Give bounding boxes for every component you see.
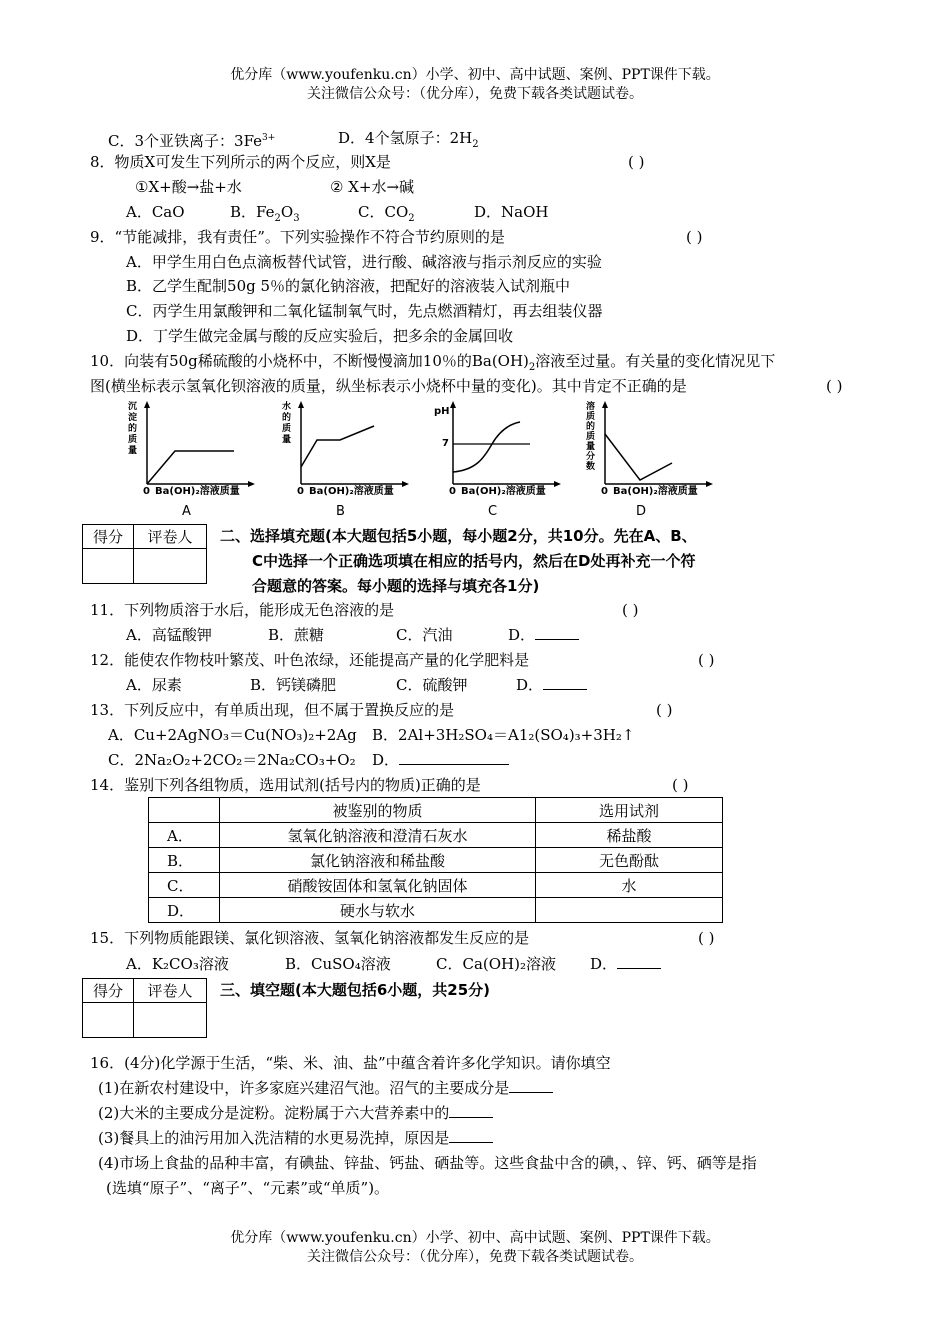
q15-option-b: B．CuSO₄溶液	[285, 955, 391, 973]
q14-row-reagent-blank[interactable]	[536, 898, 723, 923]
q14-row-reagent: 稀盐酸	[536, 823, 723, 848]
graph-c-plot	[434, 400, 564, 490]
q12-option-a: A．尿素	[126, 676, 182, 694]
q14-row-label: B．	[149, 848, 220, 873]
graph-a-x-arrow	[248, 481, 255, 487]
score-cell[interactable]	[83, 1003, 134, 1038]
q14-header-blank	[149, 798, 220, 823]
q12-answer-paren[interactable]: ( )	[698, 651, 715, 669]
q15-option-a: A．K₂CO₃溶液	[126, 955, 229, 973]
q15-stem: 15．下列物质能跟镁、氯化钡溶液、氢氧化钠溶液都发生反应的是	[90, 929, 530, 947]
q8-option-b: B．$Fe_2O_3$	[230, 203, 300, 224]
graph-a-ylabel-4: 质	[128, 435, 138, 445]
q9-option-c: C．丙学生用氯酸钾和二氧化锰制氧气时，先点燃酒精灯，再去组装仪器	[126, 302, 603, 320]
q8-answer-paren[interactable]: ( )	[628, 153, 645, 171]
q12-option-b: B．钙镁磷肥	[250, 676, 337, 694]
q9-option-a: A．甲学生用白色点滴板替代试管，进行酸、碱溶液与指示剂反应的实验	[126, 253, 602, 271]
header-line-1: 优分库（www.youfenku.cn）小学、初中、高中试题、案例、PPT课件下载。	[230, 67, 720, 83]
q8-option-a: A．CaO	[126, 203, 185, 221]
header-line-2: 关注微信公众号：（优分库），免费下载各类试题试卷。	[307, 86, 643, 102]
graph-c-origin: 0	[449, 486, 456, 497]
q7-option-d: D．4个氢原子：$2H_2$	[338, 129, 479, 150]
graph-c-letter: C	[488, 504, 498, 519]
q12-stem: 12．能使农作物枝叶繁茂、叶色浓绿，还能提高产量的化学肥料是	[90, 651, 530, 669]
q14-table-row	[149, 848, 723, 873]
q9-stem: 9．“节能减排，我有责任”。下列实验操作不符合节约原则的是	[90, 228, 505, 246]
graph-b-origin: 0	[297, 486, 304, 497]
score-header: 得分	[83, 525, 134, 549]
q11-option-b: B．蔗糖	[268, 626, 325, 644]
score-cell[interactable]	[83, 549, 134, 584]
q15-answer-paren[interactable]: ( )	[698, 929, 715, 947]
q14-table-row	[149, 823, 723, 848]
q10-graph-c	[434, 400, 564, 520]
graph-c-x-arrow	[554, 481, 561, 487]
graph-a-xlabel: Ba(OH)₂溶液质量	[155, 486, 240, 497]
q11-stem: 11．下列物质溶于水后，能形成无色溶液的是	[90, 601, 395, 619]
graph-a-letter: A	[182, 504, 191, 519]
q9-answer-paren[interactable]: ( )	[686, 228, 703, 246]
score-table-section-2	[82, 524, 207, 584]
graph-d-ylabel-6: 分	[586, 452, 596, 462]
q14-row-reagent: 水	[536, 873, 723, 898]
q8-option-d: D．NaOH	[474, 203, 549, 221]
q15-option-d-blank[interactable]	[617, 954, 661, 969]
graph-c-curve	[453, 422, 520, 472]
section-2-heading-line-2: C中选择一个正确选项填在相应的括号内，然后在D处再补充一个符	[252, 552, 696, 570]
q16-sub-1-blank[interactable]	[509, 1078, 553, 1093]
q10-graph-a	[128, 400, 258, 520]
graph-d-y-arrow	[602, 401, 608, 408]
graph-b-ylabel-2: 的	[282, 413, 292, 423]
q16-sub-4-cont: (选填“原子”、“离子”、“元素”或“单质”)。	[106, 1179, 390, 1197]
graph-d-ylabel-7: 数	[586, 462, 596, 472]
q13-stem: 13．下列反应中，有单质出现，但不属于置换反应的是	[90, 701, 455, 719]
graph-d-curve	[605, 434, 672, 480]
graph-a-y-arrow	[144, 401, 150, 408]
q16-sub-4: (4)市场上食盐的品种丰富，有碘盐、锌盐、钙盐、硒盐等。这些食盐中含的碘，、锌、钙、硒等是指	[98, 1154, 757, 1172]
graph-d-ylabel-1: 溶	[586, 402, 596, 412]
graph-a-origin: 0	[143, 486, 150, 497]
footer-line-1: 优分库（www.youfenku.cn）小学、初中、高中试题、案例、PPT课件下载。	[230, 1230, 720, 1246]
q8-reaction-1: ①X+酸→盐+水	[135, 178, 242, 196]
graph-a-ylabel-1: 沉	[128, 402, 138, 412]
q11-option-a: A．高锰酸钾	[126, 626, 212, 644]
q16-sub-3-blank[interactable]	[449, 1128, 493, 1143]
graph-a-ylabel-2: 淀	[128, 413, 138, 423]
score-table-section-3	[82, 978, 207, 1038]
q10-answer-paren[interactable]: ( )	[826, 377, 843, 395]
q8-reaction-2: ② X+水→碱	[330, 178, 415, 196]
q8-stem: 8．物质X可发生下列所示的两个反应，则X是	[90, 153, 391, 171]
graph-d-ylabel-4: 质	[586, 432, 596, 442]
footer-line-2: 关注微信公众号：（优分库），免费下载各类试题试卷。	[307, 1249, 643, 1265]
graph-c-y-arrow	[450, 401, 456, 408]
q16-sub-3: (3)餐具上的油污用加入洗洁精的水更易洗掉，原因是	[98, 1128, 493, 1148]
q12-option-c: C．硫酸钾	[396, 676, 468, 694]
q10-stem-line-1: 10．向装有50g稀硫酸的小烧杯中，不断慢慢滴加10％的$Ba(OH)_2$溶液至过量。有关量的变化情况见下	[90, 352, 776, 373]
graph-d-ylabel-5: 量	[586, 442, 596, 452]
q16-stem: 16．(4分)化学源于生活，“柴、米、油、盐”中蕴含着许多化学知识。请你填空	[90, 1054, 611, 1072]
q14-row-substances: 硝酸铵固体和氢氧化钠固体	[220, 873, 536, 898]
graph-b-plot	[282, 400, 412, 490]
q13-option-c: C．2Na₂O₂+2CO₂＝2Na₂CO₃+O₂	[108, 751, 356, 769]
graph-b-letter: B	[336, 504, 345, 519]
graph-a-plot	[128, 400, 258, 490]
section-3-heading: 三、填空题(本大题包括6小题，共25分)	[220, 981, 491, 999]
q14-row-substances: 氯化钠溶液和稀盐酸	[220, 848, 536, 873]
graph-d-ylabel-3: 的	[586, 422, 596, 432]
q14-answer-paren[interactable]: ( )	[672, 776, 689, 794]
graph-b-ylabel-1: 水	[282, 402, 292, 412]
q11-option-d: D．	[508, 625, 579, 645]
graph-b-xlabel: Ba(OH)₂溶液质量	[309, 486, 394, 497]
q14-row-label: A．	[149, 823, 220, 848]
q13-option-d: D．	[372, 750, 509, 770]
q14-row-label: C．	[149, 873, 220, 898]
q14-table	[148, 797, 723, 923]
q13-option-d-blank[interactable]	[399, 750, 509, 765]
q14-row-reagent: 无色酚酞	[536, 848, 723, 873]
graph-a-ylabel-5: 量	[128, 446, 138, 456]
graph-d-xlabel: Ba(OH)₂溶液质量	[613, 486, 698, 497]
graph-d-ylabel-2: 质	[586, 412, 596, 422]
q13-answer-paren[interactable]: ( )	[656, 701, 673, 719]
graph-d-x-arrow	[706, 481, 713, 487]
q10-graph-d	[586, 400, 716, 520]
q13-option-b: B．2Al+3H₂SO₄＝A1₂(SO₄)₃+3H₂↑	[372, 726, 635, 744]
graph-a-curve	[147, 451, 234, 484]
graph-b-ylabel-3: 质	[282, 424, 292, 434]
graph-a-ylabel-3: 的	[128, 424, 138, 434]
graph-c-tick-7: 7	[442, 438, 449, 449]
q14-table-header-row	[149, 798, 723, 823]
q16-sub-2: (2)大米的主要成分是淀粉。淀粉属于六大营养素中的	[98, 1103, 493, 1123]
grader-cell[interactable]	[134, 549, 207, 584]
section-2-heading-line-3: 合题意的答案。每小题的选择与填充各1分)	[252, 577, 540, 595]
graph-c-xlabel: Ba(OH)₂溶液质量	[461, 486, 546, 497]
q14-row-substances: 硬水与软水	[220, 898, 536, 923]
q15-option-c: C．Ca(OH)₂溶液	[436, 955, 556, 973]
q10-stem-line-2: 图(横坐标表示氢氧化钡溶液的质量，纵坐标表示小烧杯中量的变化)。其中肯定不正确的是	[90, 377, 687, 395]
graph-d-origin: 0	[601, 486, 608, 497]
q12-option-d-blank[interactable]	[543, 675, 587, 690]
q16-sub-1: (1)在新农村建设中，许多家庭兴建沼气池。沼气的主要成分是	[98, 1078, 553, 1098]
q14-row-label: D．	[149, 898, 220, 923]
graph-b-x-arrow	[402, 481, 409, 487]
q9-option-d: D．丁学生做完金属与酸的反应实验后，把多余的金属回收	[126, 327, 514, 345]
section-2-heading-line-1: 二、选择填充题(本大题包括5小题，每小题2分，共10分。先在A、B、	[220, 527, 697, 545]
graph-c-ylabel: pH	[434, 406, 450, 417]
q14-header-reagent: 选用试剂	[536, 798, 723, 823]
q14-row-substances: 氢氧化钠溶液和澄清石灰水	[220, 823, 536, 848]
q14-stem: 14．鉴别下列各组物质，选用试剂(括号内的物质)正确的是	[90, 776, 481, 794]
q9-option-b: B．乙学生配制50g 5％的氯化钠溶液，把配好的溶液装入试剂瓶中	[126, 277, 571, 295]
graph-d-letter: D	[636, 504, 647, 519]
q11-option-d-blank[interactable]	[535, 625, 579, 640]
q14-header-substances: 被鉴别的物质	[220, 798, 536, 823]
q7-option-c: C．3个亚铁离子：$3Fe^{3+}$	[108, 132, 276, 150]
q15-option-d: D．	[590, 954, 661, 974]
graph-b-y-arrow	[298, 401, 304, 408]
q13-option-a: A．Cu+2AgNO₃＝Cu(NO₃)₂+2Ag	[108, 726, 357, 744]
q12-option-d: D．	[516, 675, 587, 695]
graph-b-ylabel-4: 量	[282, 435, 292, 445]
q8-option-c: C．$CO_2$	[358, 203, 415, 224]
score-header: 得分	[83, 979, 134, 1003]
grader-header: 评卷人	[134, 525, 207, 549]
graph-d-plot	[586, 400, 716, 490]
graph-b-curve	[301, 426, 374, 467]
q16-sub-2-blank[interactable]	[449, 1103, 493, 1118]
q10-graph-b	[282, 400, 412, 520]
grader-header: 评卷人	[134, 979, 207, 1003]
q14-table-row	[149, 873, 723, 898]
q11-answer-paren[interactable]: ( )	[622, 601, 639, 619]
q14-table-row	[149, 898, 723, 923]
q11-option-c: C．汽油	[396, 626, 453, 644]
grader-cell[interactable]	[134, 1003, 207, 1038]
